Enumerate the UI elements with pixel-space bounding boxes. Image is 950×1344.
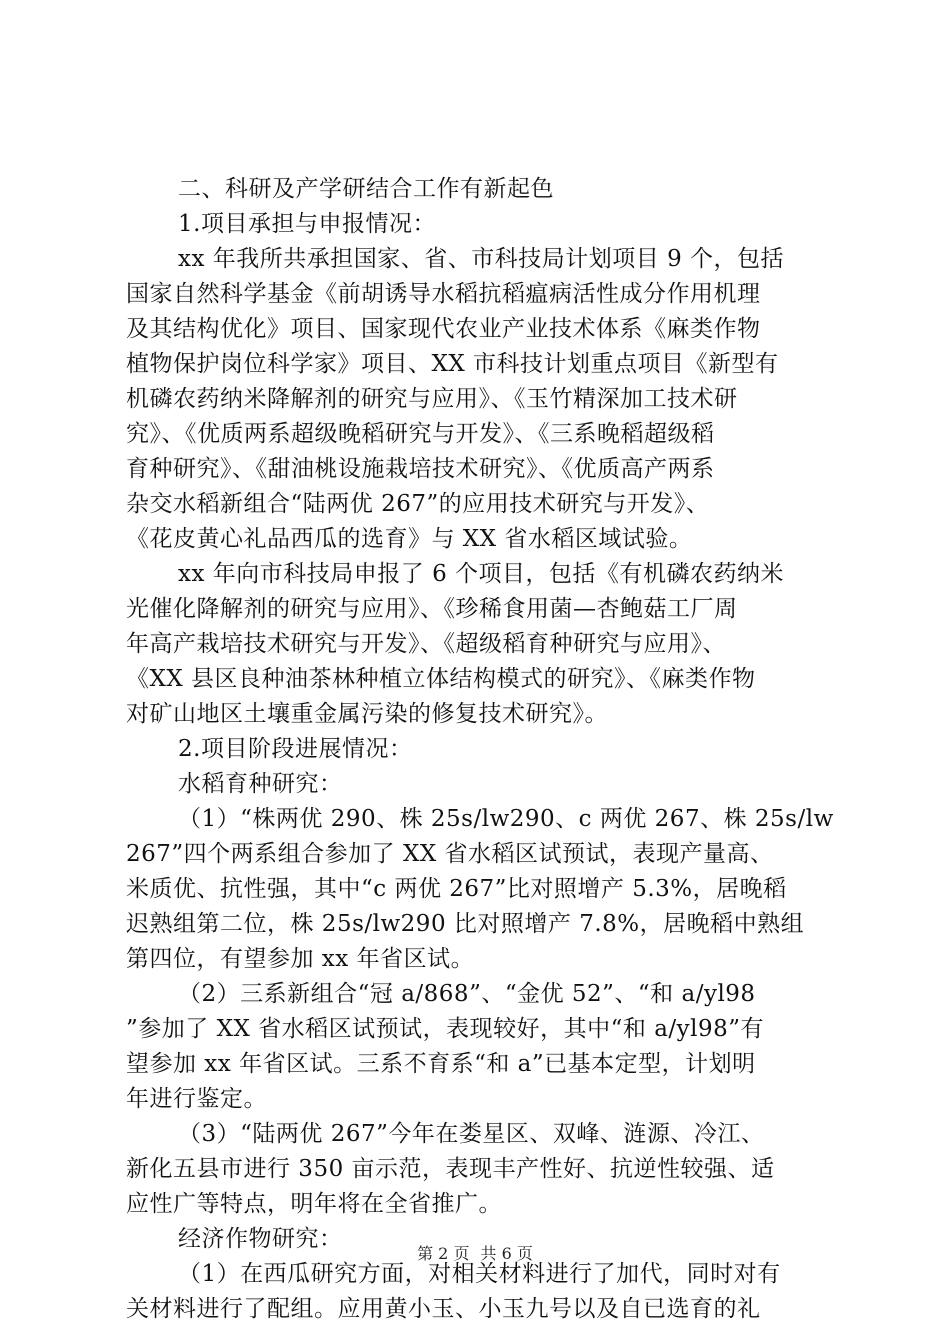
paragraph-line: 年进行鉴定。	[126, 1086, 267, 1112]
paragraph-line: 对矿山地区土壤重金属污染的修复技术研究》。	[126, 701, 608, 727]
paragraph-line: 应性广等特点，明年将在全省推广。	[126, 1191, 502, 1217]
paragraph-line: 究》、《优质两系超级晚稻研究与开发》、《三系晚稻超级稻	[126, 421, 715, 447]
paragraph-line: （1）在西瓜研究方面，对相关材料进行了加代，同时对有	[178, 1261, 781, 1287]
topic-heading: 经济作物研究：	[178, 1226, 343, 1252]
paragraph-line: （2）三系新组合“冠 a/868”、“金优 52”、“和 a/yl98	[178, 981, 756, 1007]
page-total: 共 6 页	[480, 1244, 533, 1263]
paragraph-line: （3）“陆两优 267”今年在娄星区、双峰、涟源、冷江、	[178, 1121, 765, 1147]
paragraph-line: 育种研究》、《甜油桃设施栽培技术研究》、《优质高产两系	[126, 456, 715, 482]
paragraph-line: 机磷农药纳米降解剂的研究与应用》、《玉竹精深加工技术研	[126, 386, 738, 412]
paragraph-line: 《XX 县区良种油茶林种植立体结构模式的研究》、《麻类作物	[126, 666, 756, 692]
paragraph-line: 新化五县市进行 350 亩示范，表现丰产性好、抗逆性较强、适	[126, 1156, 775, 1182]
paragraph-line: 及其结构优化》项目、国家现代农业产业技术体系《麻类作物	[126, 316, 761, 342]
page-number: 第 2 页	[417, 1244, 470, 1263]
paragraph-line: 年高产栽培技术研究与开发》、《超级稻育种研究与应用》、	[126, 631, 726, 657]
paragraph-line: 国家自然科学基金《前胡诱导水稻抗稻瘟病活性成分作用机理	[126, 281, 761, 307]
paragraph-line: （1）“株两优 290、株 25s/lw290、c 两优 267、株 25s/lw	[178, 806, 834, 832]
subsection-heading: 2.项目阶段进展情况：	[178, 736, 413, 762]
document-body	[126, 172, 834, 1327]
subsection-heading: 1.项目承担与申报情况：	[178, 211, 436, 237]
paragraph-line: xx 年我所共承担国家、省、市科技局计划项目 9 个，包括	[178, 246, 785, 272]
paragraph-line: 《花皮黄心礼品西瓜的选育》与 XX 省水稻区域试验。	[126, 526, 693, 552]
paragraph-line: 关材料进行了配组。应用黄小玉、小玉九号以及自已选育的礼	[126, 1296, 761, 1322]
paragraph-line: 望参加 xx 年省区试。三系不育系“和 a”已基本定型，计划明	[126, 1051, 756, 1077]
paragraph-line: ”参加了 XX 省水稻区试预试，表现较好，其中“和 a/yl98”有	[126, 1016, 765, 1042]
paragraph-line: 迟熟组第二位，株 25s/lw290 比对照增产 7.8%，居晚稻中熟组	[126, 911, 805, 937]
paragraph-line: 267”四个两系组合参加了 XX 省水稻区试预试，表现产量高、	[126, 841, 774, 867]
page-footer	[0, 1244, 950, 1264]
paragraph-line: 光催化降解剂的研究与应用》、《珍稀食用菌—杏鲍菇工厂周	[126, 596, 738, 622]
paragraph-line: 第四位，有望参加 xx 年省区试。	[126, 946, 475, 972]
topic-heading: 水稻育种研究：	[178, 771, 343, 797]
section-heading: 二、科研及产学研结合工作有新起色	[178, 176, 554, 202]
paragraph-line: 植物保护岗位科学家》项目、XX 市科技计划重点项目《新型有	[126, 351, 779, 377]
paragraph-line: 杂交水稻新组合“陆两优 267”的应用技术研究与开发》、	[126, 491, 710, 517]
paragraph-line: 米质优、抗性强，其中“c 两优 267”比对照增产 5.3%，居晚稻	[126, 876, 787, 902]
paragraph-line: xx 年向市科技局申报了 6 个项目，包括《有机磷农药纳米	[178, 561, 785, 587]
